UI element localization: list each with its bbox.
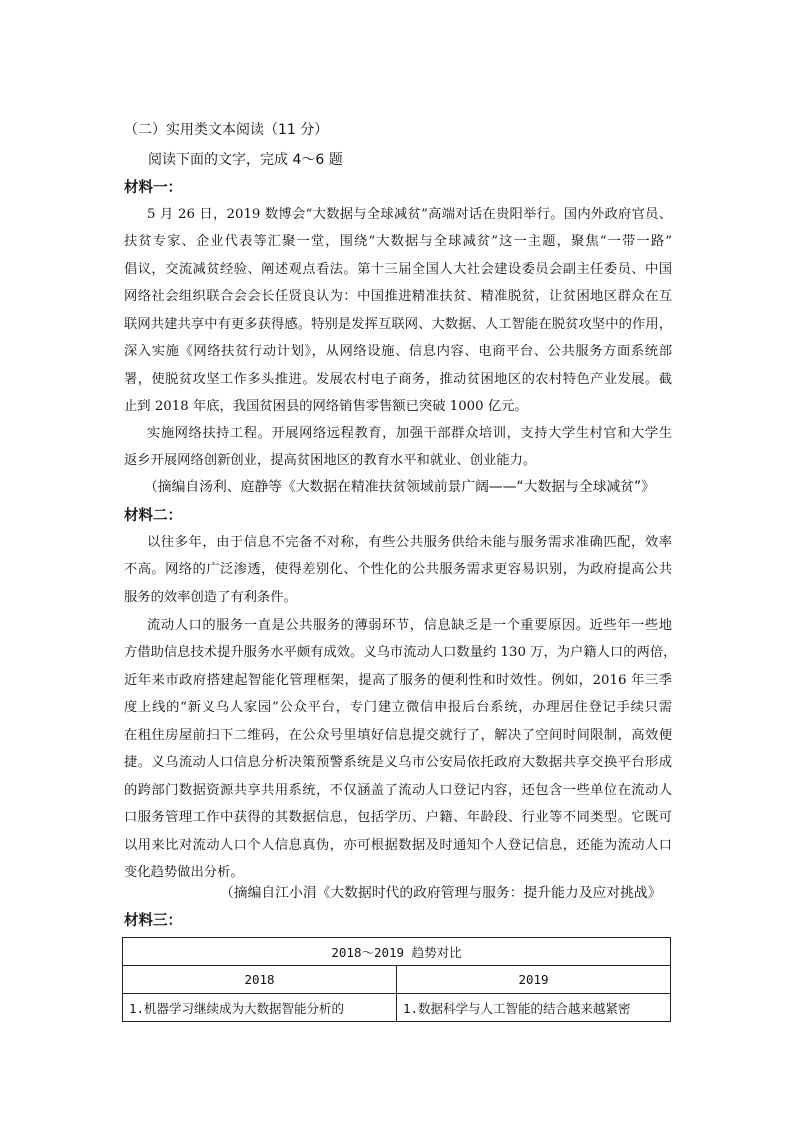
text-line: 止到 2018 年底，我国贫困县的网络销售零售额已突破 1000 亿元。 — [124, 399, 528, 414]
text-line: 深入实施《网络扶贫行动计划》，从网络设施、信息内容、电商平台、公共服务方面系统部 — [124, 344, 672, 359]
trend-comparison-table — [122, 937, 671, 1022]
material1-source: （摘编自汤利、庭静等《大数据在精准扶贫领域前景广阔——“大数据与全球减贫”》 — [144, 479, 655, 495]
table-header-2018: 2018 — [123, 966, 397, 994]
table-cell: 1.数据科学与人工智能的结合越来越紧密 — [397, 994, 671, 1022]
text-line: 度上线的“新义乌人家园”公众平台，专门建立微信申报后台系统，办理居住登记手续只需 — [124, 700, 672, 715]
table-row — [123, 994, 671, 1022]
table-row — [123, 938, 671, 966]
text-line: 以用来比对流动人口个人信息真伪，亦可根据数据及时通知个人登记信息，还能为流动人口 — [124, 838, 672, 853]
text-line: 署，使脱贫攻坚工作多头推进。发展农村电子商务，推动贫困地区的农村特色产业发展。截 — [124, 372, 672, 387]
material2-heading: 材料二： — [124, 508, 182, 524]
material2-source: （摘编自江小涓《大数据时代的政府管理与服务：提升能力及应对挑战》 — [220, 885, 662, 901]
text-line: 倡议，交流减贫经验、阐述观点看法。第十三届全国人大社会建设委员会副主任委员、中国 — [124, 262, 672, 277]
section-title: （二）实用类文本阅读（11 分） — [124, 122, 329, 138]
table-title: 2018～2019 趋势对比 — [123, 938, 671, 966]
text-line: 近年来市政府搭建起智能化管理框架，提高了服务的便利性和时效性。例如，2016 年三季 — [124, 673, 672, 688]
instruction: 阅读下面的文字，完成 4～6 题 — [148, 152, 343, 168]
text-line: 变化趋势做出分析。 — [124, 865, 244, 880]
text-line: 流动人口的服务一直是公共服务的薄弱环节，信息缺乏是一个重要原因。近些年一些地 — [147, 618, 672, 633]
text-line: 在租住房屋前扫下二维码，在公众号里填好信息提交就行了，解决了空间时间限制，高效便 — [124, 728, 672, 743]
text-line: 返乡开展网络创新创业，提高贫困地区的教育水平和就业、创业能力。 — [124, 453, 537, 468]
text-line: 5 月 26 日，2019 数博会“大数据与全球减贫”高端对话在贵阳举行。国内外政府官员、 — [147, 207, 672, 222]
table-row — [123, 966, 671, 994]
text-line: 实施网络扶持工程。开展网络远程教育，加强干部群众培训，支持大学生村官和大学生 — [147, 426, 672, 441]
text-line: 服务的效率创造了有利条件。 — [124, 590, 297, 605]
text-line: 的跨部门数据资源共享共用系统，不仅涵盖了流动人口登记内容，还包含一些单位在流动人 — [124, 783, 672, 798]
text-line: 以往多年，由于信息不完备不对称，有些公共服务供给未能与服务需求准确匹配，效率 — [147, 535, 672, 550]
material1-heading: 材料一： — [124, 180, 182, 196]
text-line: 方借助信息技术提升服务水平颇有成效。义乌市流动人口数量约 130 万，为户籍人口的两倍， — [124, 645, 677, 660]
text-line: 不高。网络的广泛渗透，使得差别化、个性化的公共服务需求更容易识别，为政府提高公共 — [124, 562, 672, 577]
table-header-2019: 2019 — [397, 966, 671, 994]
table-cell: 1.机器学习继续成为大数据智能分析的 — [123, 994, 397, 1022]
material3-heading: 材料三： — [124, 913, 182, 929]
text-line: 扶贫专家、企业代表等汇聚一堂，围绕“大数据与全球减贫”这一主题，聚焦“一带一路” — [124, 234, 672, 249]
text-line: 网络社会组织联合会会长任贤良认为：中国推进精准扶贫、精准脱贫，让贫困地区群众在互 — [124, 289, 672, 304]
text-line: 联网共建共享中有更多获得感。特别是发挥互联网、大数据、人工智能在脱贫攻坚中的作用， — [124, 317, 672, 332]
text-line: 口服务管理工作中获得的其数据信息，包括学历、户籍、年龄段、行业等不同类型。它既可 — [124, 810, 672, 825]
text-line: 捷。义乌流动人口信息分析决策预警系统是义乌市公安局依托政府大数据共享交换平台形成 — [124, 755, 672, 770]
